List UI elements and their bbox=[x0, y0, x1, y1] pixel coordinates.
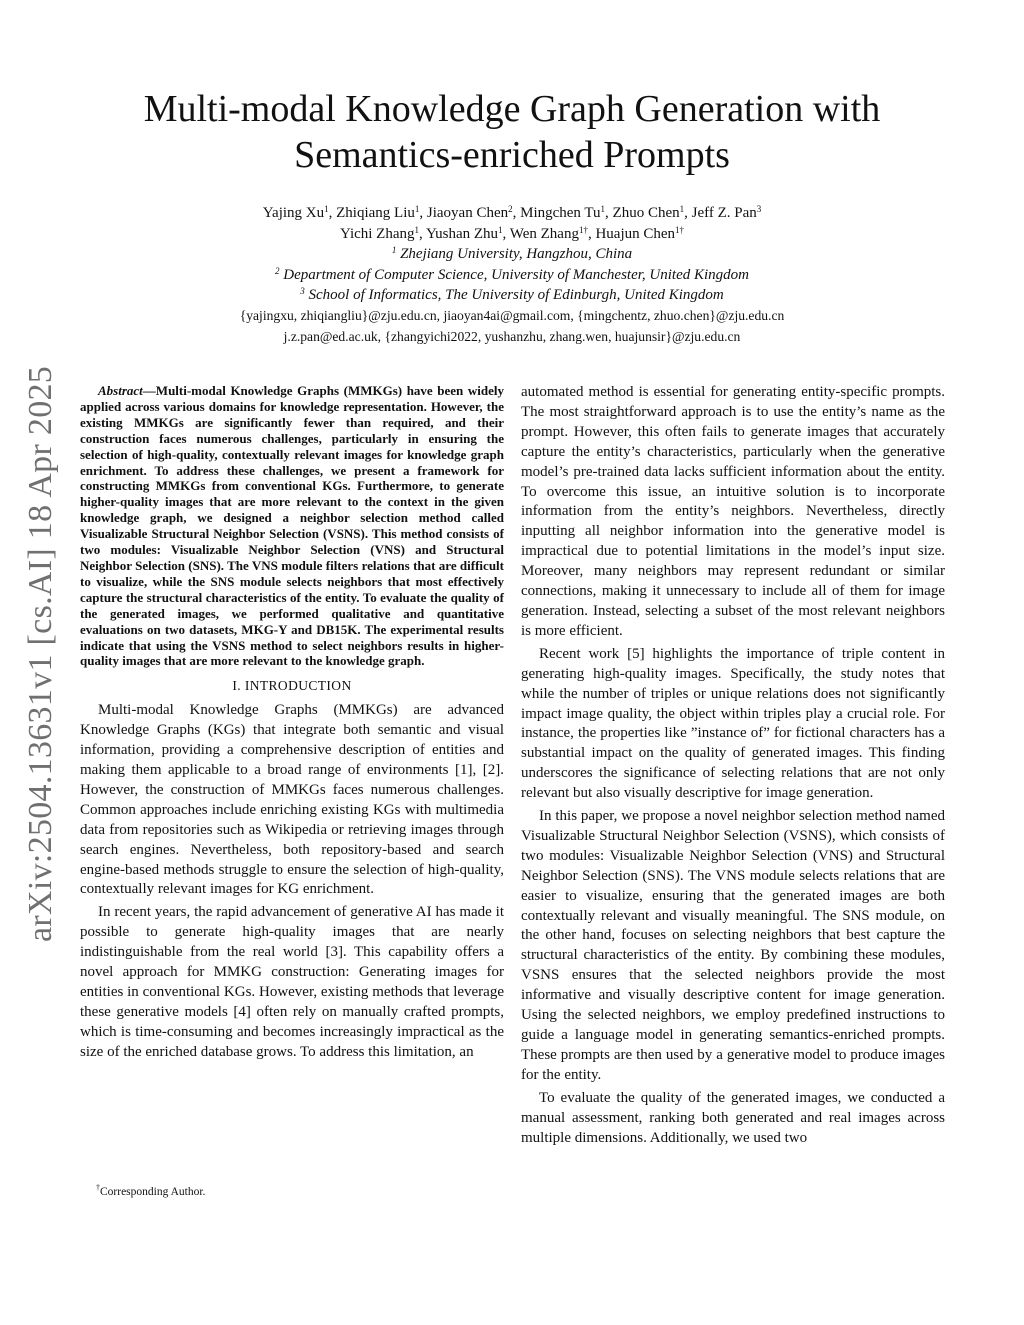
footnote-text: Corresponding Author. bbox=[100, 1186, 206, 1198]
author-mark: 1 bbox=[414, 204, 420, 214]
author-mark: 1 bbox=[324, 204, 329, 214]
affiliation-mark: 1 bbox=[391, 245, 397, 256]
author-name: Zhuo Chen bbox=[612, 205, 680, 221]
body-paragraph: In recent years, the rapid advancement of generative AI has made it possible to generate high-quality images that are nearly indistinguishable from the real world [3]. This capability offers a novel approach for MMKG construction: Generating images for entities in conventional KGs. However, existing methods that leverage these generative models [4] often rely on manually crafted prompts, which is time-consuming and becomes increasingly impractical as the size of the enriched database grows. To address this limitation, an bbox=[80, 904, 504, 1060]
footnote-corresponding-author bbox=[80, 1184, 504, 1200]
abstract-label: Abstract bbox=[98, 383, 143, 398]
affiliation-text: Zhejiang University, Hangzhou, China bbox=[400, 246, 633, 263]
affiliation-text: Department of Computer Science, University of Manchester, United Kingdom bbox=[283, 266, 749, 283]
author-mark: 1† bbox=[578, 224, 588, 235]
arxiv-sidebar bbox=[0, 0, 59, 942]
author-name: Mingchen Tu bbox=[520, 205, 601, 221]
arxiv-identifier: arXiv:2504.13631v1 [cs.AI] 18 Apr 2025 bbox=[22, 365, 59, 942]
author-name: Yushan Zhu bbox=[425, 225, 499, 242]
title-line-2: Semantics-enriched Prompts bbox=[294, 134, 730, 176]
author-name: Zhiqiang Liu bbox=[336, 205, 415, 221]
footnote-mark: † bbox=[96, 1183, 100, 1192]
author-mark: 3 bbox=[756, 204, 762, 214]
author-name: Huajun Chen bbox=[595, 225, 676, 242]
body-paragraph: To evaluate the quality of the generated images, we conducted a manual assessment, ranking both generated and real images across multiple dimensions. Additionally, we used two bbox=[521, 1089, 945, 1146]
author-mark: 1 bbox=[600, 204, 606, 214]
left-column bbox=[80, 383, 504, 1066]
affiliation-text: School of Informatics, The University of Edinburgh, United Kingdom bbox=[308, 287, 724, 304]
author-line-2: Yichi Zhang$^1$, Yushan Zhu$^1$, Wen Zhang$^{1\dagger}$, Huajun Chen$^{1\dagger}$ bbox=[339, 224, 685, 242]
affiliation-1 bbox=[100, 244, 924, 265]
body-paragraph: Multi-modal Knowledge Graphs (MMKGs) are advanced Knowledge Graphs (KGs) that integrate both semantic and visual information, providing a comprehensive description of entities and making them applicable to a broad range of environments [1], [2]. However, the construction of MMKGs faces numerous challenges. Common approaches include enriching existing KGs with multimedia data from repositories such as Wikipedia or retrieving images through search engines. Nevertheless, both repository-based and search engine-based methods struggle to ensure the selection of high-quality, contextually relevant images for KG enrichment. bbox=[80, 702, 504, 898]
author-name: Yichi Zhang bbox=[339, 225, 415, 242]
author-mark: 2 bbox=[508, 204, 513, 214]
email-line-2: j.z.pan@ed.ac.uk, {zhangyichi2022, yushanzhu, zhang.wen, huajunsir}@zju.edu.cn bbox=[283, 328, 741, 344]
author-line-1: Yajing Xu$^1$, Zhiqiang Liu$^1$, Jiaoyan Chen$^2$, Mingchen Tu$^1$, Zhuo Chen$^1$, Jeff Z. Pan$^3$ bbox=[262, 204, 762, 221]
author-name: Jiaoyan Chen bbox=[426, 205, 509, 221]
affiliation-2 bbox=[100, 265, 924, 286]
author-name: Yajing Xu bbox=[262, 205, 325, 221]
paper-title bbox=[80, 86, 944, 178]
title-line-1: Multi-modal Knowledge Graph Generation with bbox=[143, 88, 881, 130]
affiliation-3 bbox=[100, 285, 924, 306]
body-paragraph: automated method is essential for generating entity-specific prompts. The most straightforward approach is to use the entity’s name as the prompt. However, this often fails to generate images that accurately capture the entity’s characteristics, particularly when the generative model’s pre-trained data lacks sufficient information about the entity. To overcome this issue, an intuitive solution is to incorporate information from the entity’s neighbors. Nevertheless, directly inputting all neighbor information into the generative model is impractical due to potential limitations in the model’s input size. Moreover, many neighbors may represent redundant or similar connections, making it unnecessary to include all of them for image generation. Instead, selecting a subset of the most relevant neighbors is more efficient. bbox=[521, 384, 945, 639]
affiliation-mark: 2 bbox=[275, 265, 280, 276]
author-name: Jeff Z. Pan bbox=[691, 205, 757, 221]
author-mark: 1 bbox=[679, 204, 685, 214]
author-name: Wen Zhang bbox=[509, 225, 579, 242]
author-mark: 1 bbox=[498, 224, 503, 235]
author-block bbox=[100, 203, 924, 347]
abstract-text: —Multi-modal Knowledge Graphs (MMKGs) have been widely applied across various domains for knowledge representation. However, the existing MMKGs are significantly fewer than required, and their construction faces numerous challenges, particularly in ensuring the selection of high-quality, contextually relevant images for knowledge graph enrichment. To address these challenges, we present a framework for constructing MMKGs from conventional KGs. Furthermore, to generate higher-quality images that are more relevant to the context in the given knowledge graph, we designed a neighbor selection method called Visualizable Structural Neighbor Selection (VSNS). This method consists of two modules: Visualizable Neighbor Selection (VNS) and Structural Neighbor Selection (SNS). The VNS module filters relations that are difficult to visualize, while the SNS module selects neighbors that most effectively capture the structural characteristics of the entity. To evaluate the quality of the generated images, we performed qualitative and quantitative evaluations on two datasets, MKG-Y and DB15K. The experimental results indicate that using the VSNS method to select neighbors results in higher-quality images that are more relevant to the knowledge graph. bbox=[80, 383, 504, 669]
body-paragraph: In this paper, we propose a novel neighbor selection method named Visualizable Structural Neighbor Selection (VSNS), which consists of two modules: Visualizable Neighbor Selection (VNS) and Structural Neighbor Selection (SNS). The VNS module selects relations that are easier to visualize, ensuring that the generated images are both contextually relevant and visually meaningful. The SNS module, on the other hand, focuses on selecting neighbors that best capture the structural characteristics of the entity. By combining these modules, VSNS ensures that the selected neighbors provide the most informative and visually descriptive content for image generation. Using the selected neighbors, we employ predefined instructions to guide a language model in generating semantics-enriched prompts. These prompts are then used by a generative model to produce images for the entity. bbox=[521, 808, 945, 1083]
author-mark: 1† bbox=[675, 224, 685, 235]
section-heading-introduction: I. INTRODUCTION bbox=[232, 678, 352, 694]
abstract bbox=[80, 383, 504, 669]
email-line-1: {yajingxu, zhiqiangliu}@zju.edu.cn, jiaoyan4ai@gmail.com, {mingchentz, zhuo.chen}@zju.edu.cn bbox=[239, 307, 785, 323]
affiliation-mark: 3 bbox=[300, 286, 305, 297]
right-column bbox=[521, 383, 945, 1151]
author-mark: 1 bbox=[414, 224, 420, 235]
body-paragraph: Recent work [5] highlights the importance of triple content in generating high-quality images. Specifically, the study notes that while the number of triples or unique relations does not significantly impact image quality, the object within triples play a crucial role. For instance, the properties like ”instance of” for fictional characters has a substantial impact on the quality of generated images. This finding underscores the significance of selecting relations that are not only relevant but also visually descriptive for image generation. bbox=[521, 645, 945, 802]
